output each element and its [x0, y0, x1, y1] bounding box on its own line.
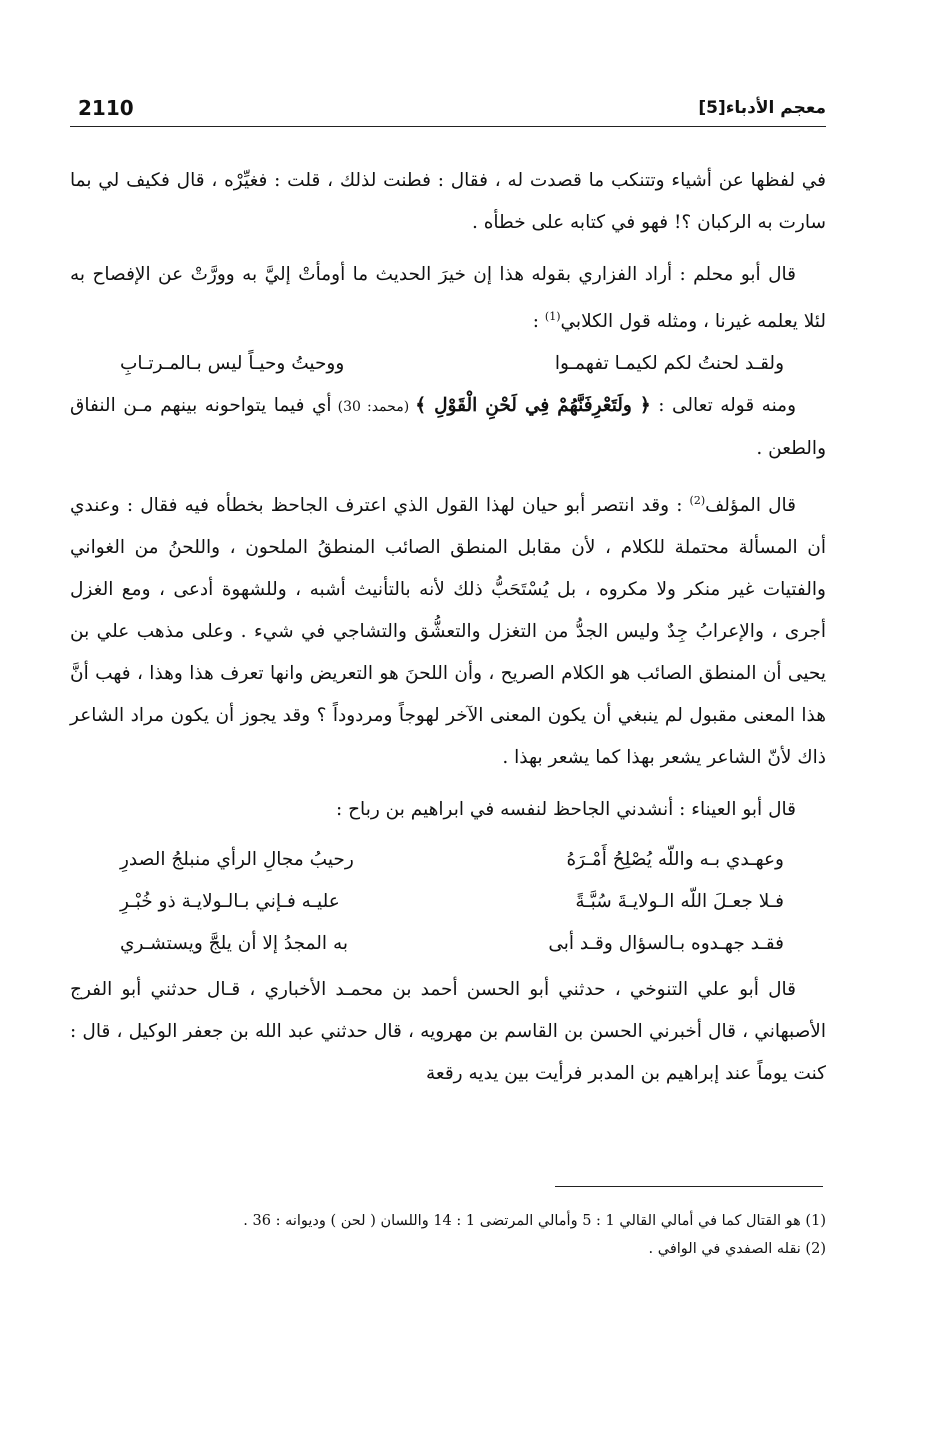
- quran-quote: ﴿ ولَتَعْرِفَنَّهُمْ فِي لَحْنِ الْقَوْلِ ﴾: [415, 395, 651, 417]
- footnotes: [70, 1207, 826, 1263]
- footnote-2: (2) نقله الصفدي في الوافي .: [648, 1241, 826, 1257]
- verse-1-second-hemistich: ووحيتُ وحيـاً ليس بـالمـرتـابِ: [120, 353, 345, 375]
- paragraph-4-body: : وقد انتصر أبو حيان لهذا القول الذي اعترف الجاحظ بخطأه فيه فقال : وعندي أن المسألة محتملة للكلام ، لأن مقابل المنطق الصائب المنطقُ الملحون ، واللحنُ من الغواني والفتيات غير منكر ولا مكروه ، بل يُسْتَحَبُّ ذلك لأنه بالتأنيث أشبه ، وللشهوة أدعى ، ومع الغزل أجرى ، والإعرابُ جِدٌ وليس الجدُّ من التغزل والتعشُّق والتشاجي في شيء . وعلى مذهب علي بن يحيى أن المنطق الصائب هو الكلام الصريح ، وأن اللحنَ هو التعريض وانها تعرف هذا وهذا ، فهب أنَّ هذا المعنى مقبول لم ينبغي أن يكون المعنى الآخر لهوجاً ومردوداً ؟ وقد يجوز أن يكون مراد الشاعر ذاك لأنّ الشاعر يشعر بهذا كما يشعر بهذا .: [70, 495, 826, 769]
- paragraph-4-start: قال المؤلف: [705, 495, 796, 517]
- paragraph-5: قال أبو العيناء : أنشدني الجاحظ لنفسه في ابراهيم بن رباح :: [336, 799, 796, 821]
- page-number: 2110: [78, 96, 134, 120]
- verse-2-second-hemistich: رحيبُ مجالِ الرأي منبلجُ الصدرِ: [120, 849, 354, 871]
- poem: [70, 839, 826, 965]
- verse-3-first-hemistich: فـلا جعـلَ اللّه الـولايـةَ سُبَّـةً: [575, 891, 784, 913]
- paragraph-2: [70, 254, 826, 343]
- footnote-ref-2: (2): [689, 494, 706, 508]
- paragraph-6: قال أبو علي التنوخي ، حدثني أبو الحسن أحمد بن محمـد الأخباري ، قـال حدثني أبو الفرج الأصبهاني ، قال أخبرني الحسن بن القاسم بن مهرويه ، قال حدثني عبد الله بن جعفر الوكيل ، قال : كنت يوماً عند إبراهيم بن المدبر فرأيت بين يديه رقعة: [70, 979, 826, 1085]
- paragraph-3-start: ومنه قوله تعالى :: [650, 395, 796, 417]
- verse-4-first-hemistich: فقـد جهـدوه بـالسؤال وقـد أبى: [548, 933, 784, 955]
- verse-2-first-hemistich: وعهـدي بـه واللّه يُصْلِحُ أَمْـرَهُ: [566, 849, 784, 871]
- paragraph-2-end: :: [532, 311, 545, 333]
- footnote-divider: [555, 1186, 823, 1187]
- verse-4-second-hemistich: به المجدُ إلا أن يلجَّ ويستشـري: [120, 933, 349, 955]
- quran-reference: (محمد: 30): [331, 399, 416, 416]
- running-title: معجم الأدباء[5]: [698, 98, 826, 118]
- verse-3: [70, 881, 826, 923]
- paragraph-3: [70, 385, 826, 470]
- paragraph-4: [70, 480, 826, 779]
- footnote-ref-1: (1): [544, 310, 561, 323]
- verse-4: [70, 923, 826, 965]
- verse-2: [70, 839, 826, 881]
- paragraph-2-text: قال أبو محلم : أراد الفزاري بقوله هذا إن خيرَ الحديث ما أومأتْ إليَّ به وورَّتْ عن الإفصاح به لئلا يعلمه غيرنا ، ومثله قول الكلابي: [70, 264, 826, 333]
- verse-1: [70, 343, 826, 385]
- paragraph-3-end: أي فيما يتواحونه بينهم مـن النفاق والطعن .: [70, 395, 826, 460]
- paragraph-1: في لفظها عن أشياء وتتنكب ما قصدت له ، فقال : فطنت لذلك ، قلت : فغيِّرْه ، قال فكيف لي بما سارت به الركبان ؟! فهو في كتابه على خطأه .: [70, 170, 826, 233]
- page-header: [70, 92, 826, 127]
- footnote-1: (1) هو القتال كما في أمالي القالي 1 : 5 وأمالي المرتضى 1 : 14 واللسان ( لحن ) وديوانه : 36 .: [243, 1213, 826, 1229]
- verse-1-first-hemistich: ولقـد لحنتُ لكم لكيمـا تفهمـوا: [554, 353, 784, 375]
- body-text: [70, 160, 826, 1095]
- verse-3-second-hemistich: عليـه فـإني بـالـولايـة ذو خُبْـرِ: [120, 891, 340, 913]
